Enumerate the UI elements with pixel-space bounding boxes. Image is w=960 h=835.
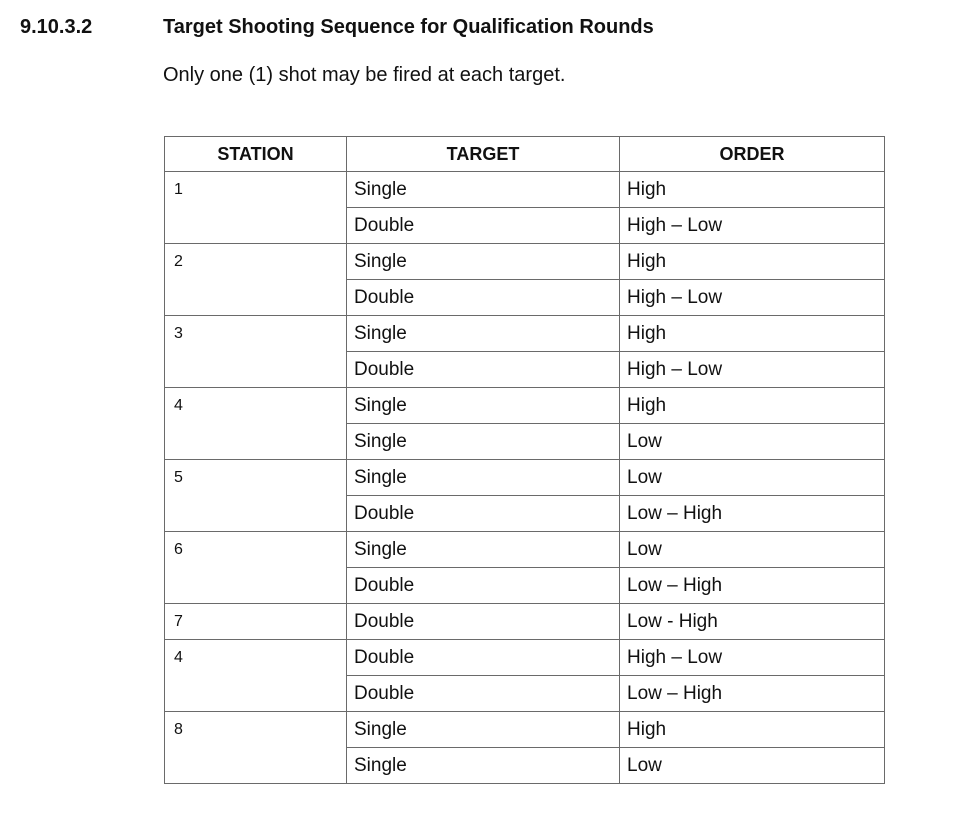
order-cell: High – Low xyxy=(620,352,885,388)
target-cell: Double xyxy=(347,352,620,388)
table-row xyxy=(165,352,885,388)
order-cell: Low – High xyxy=(620,676,885,712)
target-cell: Double xyxy=(347,280,620,316)
target-cell: Single xyxy=(347,460,620,496)
station-cell xyxy=(165,748,347,784)
target-cell: Single xyxy=(347,748,620,784)
target-cell: Double xyxy=(347,208,620,244)
station-cell: 3 xyxy=(165,316,347,352)
target-cell: Single xyxy=(347,712,620,748)
section-title: Target Shooting Sequence for Qualification Rounds xyxy=(163,16,654,38)
station-column-header: STATION xyxy=(165,137,347,172)
table-row xyxy=(165,676,885,712)
station-cell xyxy=(165,424,347,460)
order-cell: Low – High xyxy=(620,496,885,532)
table-row xyxy=(165,208,885,244)
station-cell: 8 xyxy=(165,712,347,748)
target-cell: Double xyxy=(347,676,620,712)
table-row xyxy=(165,568,885,604)
order-cell: High xyxy=(620,172,885,208)
table-row xyxy=(165,172,885,208)
order-cell: High xyxy=(620,244,885,280)
table-row xyxy=(165,388,885,424)
order-cell: Low xyxy=(620,532,885,568)
target-cell: Double xyxy=(347,640,620,676)
order-cell: High xyxy=(620,388,885,424)
table-row xyxy=(165,496,885,532)
target-cell: Single xyxy=(347,532,620,568)
order-column-header: ORDER xyxy=(620,137,885,172)
table-row xyxy=(165,280,885,316)
table-body xyxy=(165,172,885,784)
station-cell xyxy=(165,352,347,388)
station-cell: 1 xyxy=(165,172,347,208)
order-cell: Low xyxy=(620,460,885,496)
order-cell: High xyxy=(620,712,885,748)
target-cell: Single xyxy=(347,172,620,208)
order-cell: Low – High xyxy=(620,568,885,604)
station-cell: 4 xyxy=(165,388,347,424)
table-row xyxy=(165,532,885,568)
table-row xyxy=(165,316,885,352)
target-column-header: TARGET xyxy=(347,137,620,172)
table-row xyxy=(165,604,885,640)
order-cell: Low xyxy=(620,424,885,460)
table-row xyxy=(165,460,885,496)
target-cell: Double xyxy=(347,604,620,640)
station-cell: 2 xyxy=(165,244,347,280)
order-cell: High – Low xyxy=(620,280,885,316)
station-cell xyxy=(165,568,347,604)
table-row xyxy=(165,712,885,748)
target-cell: Single xyxy=(347,316,620,352)
target-cell: Single xyxy=(347,388,620,424)
intro-text: Only one (1) shot may be fired at each target. xyxy=(163,64,566,86)
table-row xyxy=(165,244,885,280)
station-cell xyxy=(165,676,347,712)
order-cell: High – Low xyxy=(620,208,885,244)
order-cell: High – Low xyxy=(620,640,885,676)
station-cell: 7 xyxy=(165,604,347,640)
station-cell: 4 xyxy=(165,640,347,676)
target-cell: Single xyxy=(347,244,620,280)
station-cell xyxy=(165,208,347,244)
target-cell: Double xyxy=(347,568,620,604)
order-cell: Low xyxy=(620,748,885,784)
order-cell: Low - High xyxy=(620,604,885,640)
target-cell: Double xyxy=(347,496,620,532)
order-cell: High xyxy=(620,316,885,352)
station-cell: 6 xyxy=(165,532,347,568)
table-row xyxy=(165,424,885,460)
station-cell xyxy=(165,496,347,532)
table-row xyxy=(165,640,885,676)
table-row xyxy=(165,748,885,784)
shooting-sequence-table xyxy=(164,136,885,784)
table-header-row xyxy=(165,137,885,172)
station-cell: 5 xyxy=(165,460,347,496)
target-cell: Single xyxy=(347,424,620,460)
section-number: 9.10.3.2 xyxy=(20,16,93,38)
station-cell xyxy=(165,280,347,316)
